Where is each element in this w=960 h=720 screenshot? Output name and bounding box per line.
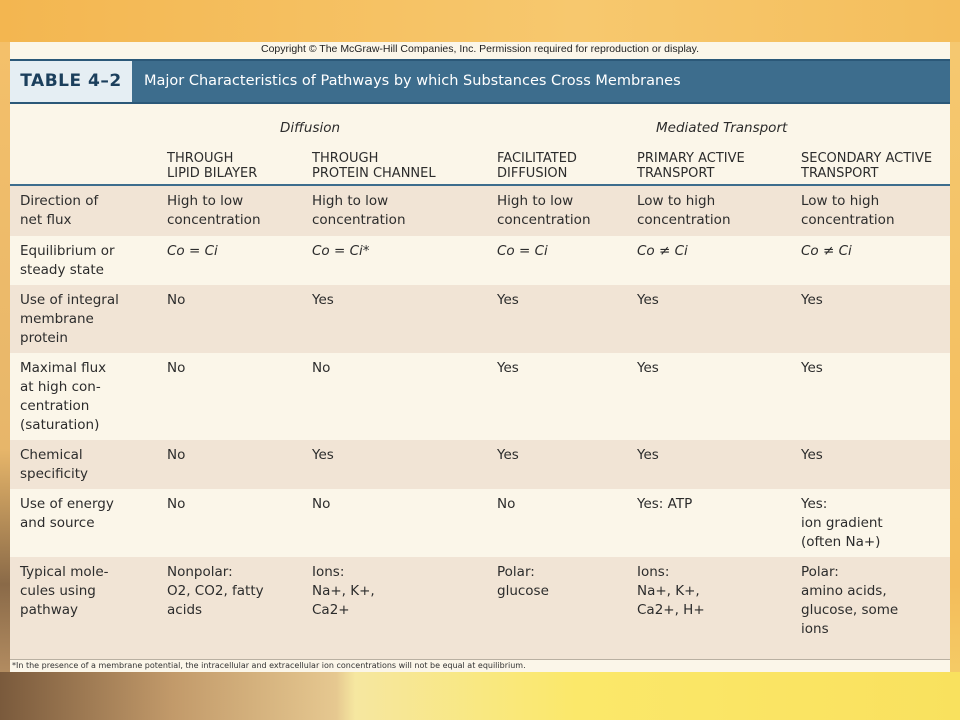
table-title: Major Characteristics of Pathways by which Substances Cross Membranes (144, 73, 681, 89)
row-label: Use of integral membrane protein (20, 292, 119, 346)
table-cell: Low to high concentration (801, 193, 895, 228)
row-label: Chemical specificity (20, 447, 89, 482)
table-cell: Yes (801, 360, 823, 376)
table-row (10, 440, 950, 489)
table-title-bar (10, 59, 950, 104)
table-cell: No (167, 292, 186, 308)
table-cell: No (312, 496, 331, 512)
table-cell: High to low concentration (167, 193, 261, 228)
table-cell: Co ≠ Ci (801, 243, 852, 259)
column-header-protein-channel: THROUGH PROTEIN CHANNEL (312, 151, 436, 181)
table-cell: Polar: glucose (497, 564, 549, 599)
column-header-secondary-active: SECONDARY ACTIVE TRANSPORT (801, 151, 933, 181)
table-cell: Yes: ATP (637, 496, 693, 512)
table-cell: No (167, 496, 186, 512)
column-header-facilitated-diffusion: FACILITATED DIFFUSION (497, 151, 577, 181)
table-cell: No (497, 496, 516, 512)
copyright-notice: Copyright © The McGraw-Hill Companies, Inc. Permission required for reproduction or display. (10, 42, 950, 60)
table-cell: Ions: Na+, K+, Ca2+ (312, 564, 375, 618)
slide-background-bottom (0, 672, 960, 720)
slide-background-right (950, 42, 960, 720)
table-cell: Yes (637, 447, 659, 463)
table-cell: Polar: amino acids, glucose, some ions (801, 564, 899, 637)
row-label: Use of energy and source (20, 496, 114, 531)
table-cell: Nonpolar: O2, CO2, fatty acids (167, 564, 264, 618)
slide-background-left (0, 42, 10, 720)
table-row (10, 489, 950, 557)
row-label: Maximal flux at high con- centration (saturation) (20, 360, 107, 433)
table-cell: Low to high concentration (637, 193, 731, 228)
table-cell: Yes (497, 292, 519, 308)
table-row (10, 236, 950, 285)
table-cell: Co ≠ Ci (637, 243, 688, 259)
table-header (10, 104, 950, 186)
table-row (10, 557, 950, 659)
table-row (10, 186, 950, 236)
table-cell: Yes (312, 447, 334, 463)
table-cell: Yes (312, 292, 334, 308)
group-label-diffusion: Diffusion (280, 120, 341, 136)
table-row (10, 353, 950, 440)
group-label-mediated-transport: Mediated Transport (656, 120, 788, 136)
table-cell: No (312, 360, 331, 376)
table-cell: Yes (497, 447, 519, 463)
table-cell: Yes (637, 360, 659, 376)
table-page (10, 42, 950, 672)
row-label: Equilibrium or steady state (20, 243, 115, 278)
table-cell: Yes (801, 447, 823, 463)
table-cell: Co = Ci* (312, 243, 370, 259)
column-header-primary-active: PRIMARY ACTIVE TRANSPORT (637, 151, 745, 181)
table-cell: Ions: Na+, K+, Ca2+, H+ (637, 564, 705, 618)
table-cell: High to low concentration (312, 193, 406, 228)
table-cell: No (167, 360, 186, 376)
table-cell: Co = Ci (167, 243, 218, 259)
table-row (10, 285, 950, 353)
slide-background-top (0, 0, 960, 42)
table-cell: Yes: ion gradient (often Na+) (801, 496, 883, 550)
row-label: Direction of net flux (20, 193, 99, 228)
table-cell: High to low concentration (497, 193, 591, 228)
table-cell: Yes (801, 292, 823, 308)
table-number: TABLE 4–2 (10, 61, 132, 102)
table-cell: Yes (637, 292, 659, 308)
table-cell: Yes (497, 360, 519, 376)
column-header-lipid-bilayer: THROUGH LIPID BILAYER (167, 151, 258, 181)
table-footnote: *In the presence of a membrane potential, the intracellular and extracellular ion concentrations will not be equal at equilibrium. (10, 659, 950, 672)
table-cell: Co = Ci (497, 243, 548, 259)
table-cell: No (167, 447, 186, 463)
row-label: Typical mole- cules using pathway (20, 564, 109, 618)
